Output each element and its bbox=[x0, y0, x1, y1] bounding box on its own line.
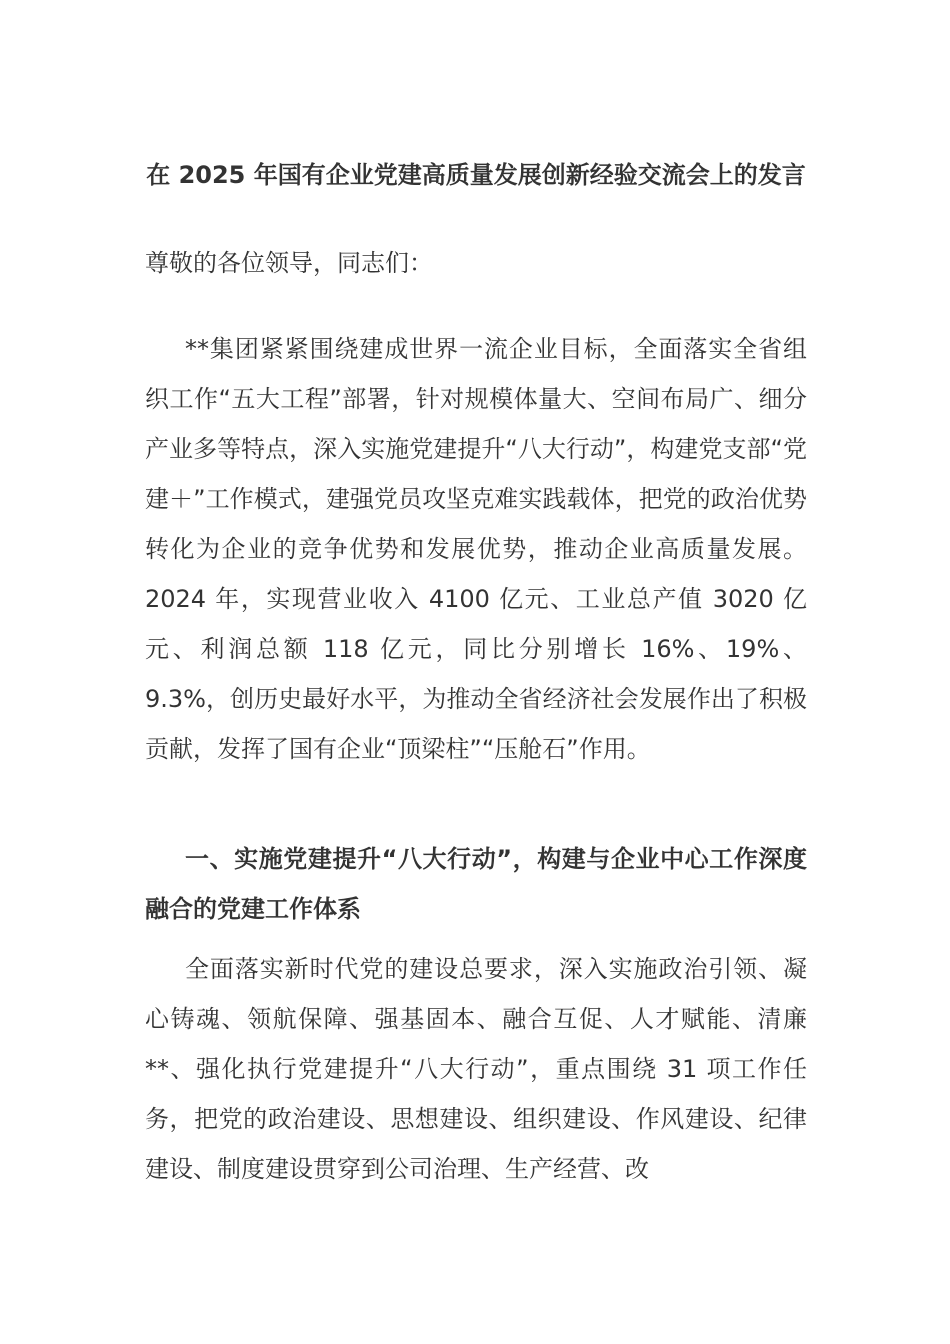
document-title: 在 2025 年国有企业党建高质量发展创新经验交流会上的发言 bbox=[146, 161, 806, 189]
body-paragraph-section-1: 全面落实新时代党的建设总要求，深入实施政治引领、凝心铸魂、领航保障、强基固本、融合互促、人才赋能、清廉**、强化执行党建提升“八大行动”，重点围绕 31 项工作任务，把党的政治建设、思想建设、组织建设、作风建设、纪律建设、制度建设贯穿到公司治理、生产经营、改 bbox=[145, 955, 807, 1183]
body-paragraph-intro: **集团紧紧围绕建成世界一流企业目标，全面落实全省组织工作“五大工程”部署，针对规模体量大、空间布局广、细分产业多等特点，深入实施党建提升“八大行动”，构建党支部“党建＋”工作模式，建强党员攻坚克难实践载体，把党的政治优势转化为企业的竞争优势和发展优势，推动企业高质量发展。2024 年，实现营业收入 4100 亿元、工业总产值 3020 亿元、利润总额 118 亿元，同比分别增长 16%、19%、9.3%，创历史最好水平，为推动全省经济社会发展作出了积极贡献，发挥了国有企业“顶梁柱”“压舱石”作用。 bbox=[145, 335, 807, 763]
greeting-line: 尊敬的各位领导，同志们： bbox=[145, 249, 433, 277]
section-heading-1: 一、实施党建提升“八大行动”，构建与企业中心工作深度融合的党建工作体系 bbox=[145, 845, 807, 923]
